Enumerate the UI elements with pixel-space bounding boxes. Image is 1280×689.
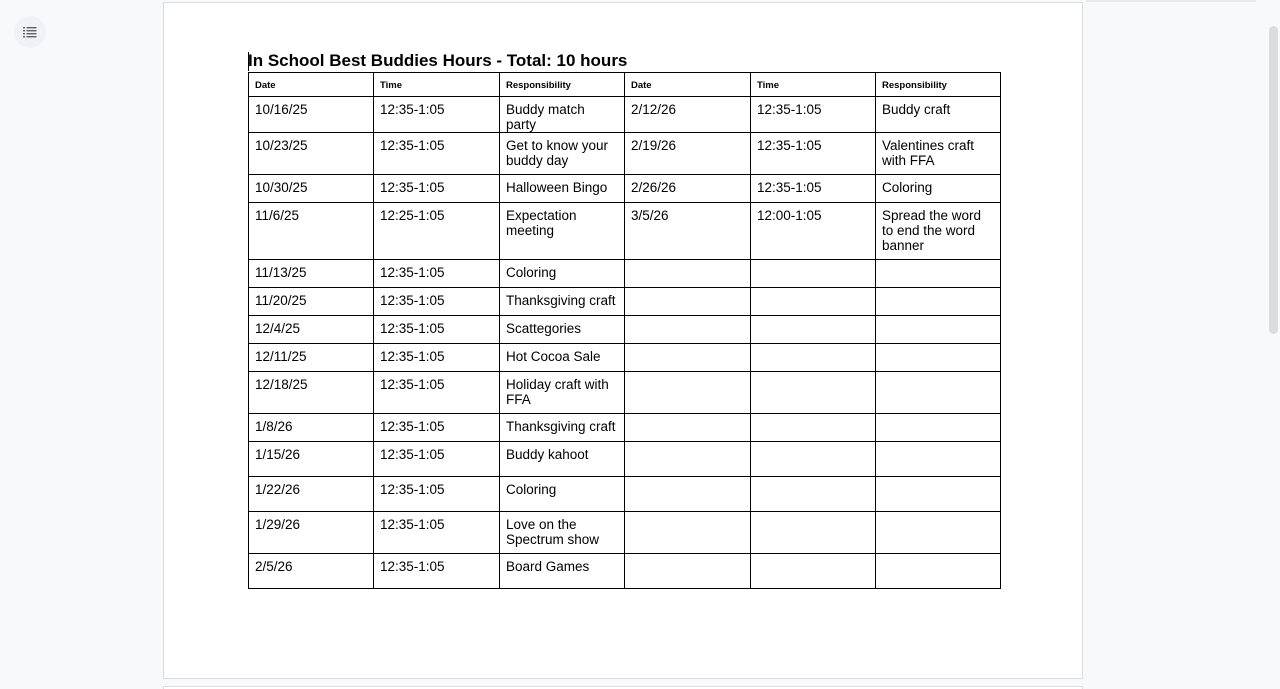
table-cell: Buddy match party [500,97,625,133]
table-cell: 2/12/26 [625,97,751,133]
table-cell: 11/20/25 [249,288,374,316]
table-row [249,372,1001,414]
table-cell [876,344,1001,372]
table-cell: 1/8/26 [249,414,374,442]
table-cell [625,477,751,512]
table-cell: 12:35-1:05 [374,175,500,203]
table-row [249,316,1001,344]
table-cell: Get to know your buddy day [500,133,625,175]
hours-table [248,72,1001,589]
table-cell: 12:35-1:05 [374,260,500,288]
table-cell: Coloring [500,477,625,512]
column-header: Date [625,73,751,97]
table-cell: 12:35-1:05 [374,288,500,316]
table-row [249,512,1001,554]
table-cell: 12:35-1:05 [374,344,500,372]
table-cell: 10/30/25 [249,175,374,203]
table-cell: 2/26/26 [625,175,751,203]
table-cell: Spread the word to end the word banner [876,203,1001,260]
table-header-row [249,73,1001,97]
table-row [249,554,1001,589]
table-cell [751,344,876,372]
table-row [249,477,1001,512]
table-cell: Board Games [500,554,625,589]
table-row [249,442,1001,477]
table-cell [876,414,1001,442]
top-divider [1086,0,1256,2]
document-page[interactable] [163,2,1083,679]
table-cell [876,316,1001,344]
table-cell [625,442,751,477]
table-cell [625,260,751,288]
table-cell [625,512,751,554]
table-cell [876,512,1001,554]
table-row [249,288,1001,316]
column-header: Time [374,73,500,97]
table-cell [751,260,876,288]
table-cell: 1/22/26 [249,477,374,512]
table-cell [625,316,751,344]
table-cell [625,288,751,316]
table-cell [751,316,876,344]
table-cell: 10/23/25 [249,133,374,175]
table-cell: 12:35-1:05 [751,97,876,133]
column-header: Responsibility [876,73,1001,97]
table-cell: 12:35-1:05 [751,175,876,203]
table-cell [751,554,876,589]
table-cell: 12:35-1:05 [374,554,500,589]
table-cell [625,554,751,589]
table-cell: 12:25-1:05 [374,203,500,260]
table-cell [751,512,876,554]
table-row [249,260,1001,288]
table-cell: 12:35-1:05 [374,442,500,477]
table-cell [876,442,1001,477]
table-cell: 12/18/25 [249,372,374,414]
table-cell [625,344,751,372]
table-cell: 12:35-1:05 [374,512,500,554]
table-cell [751,288,876,316]
table-cell: 12:35-1:05 [374,133,500,175]
table-cell [625,372,751,414]
table-cell: 12:35-1:05 [374,97,500,133]
table-cell: Hot Cocoa Sale [500,344,625,372]
table-cell [876,288,1001,316]
table-cell: Thanksgiving craft [500,414,625,442]
table-cell: Coloring [876,175,1001,203]
table-row [249,175,1001,203]
table-cell: Valentines craft with FFA [876,133,1001,175]
table-cell: Buddy kahoot [500,442,625,477]
table-cell: 10/16/25 [249,97,374,133]
column-header: Date [249,73,374,97]
document-title: In School Best Buddies Hours - Total: 10 hours [248,51,628,70]
table-cell: Holiday craft with FFA [500,372,625,414]
table-cell: 3/5/26 [625,203,751,260]
table-cell: 11/6/25 [249,203,374,260]
table-cell: Halloween Bingo [500,175,625,203]
table-cell [625,414,751,442]
table-cell [751,414,876,442]
table-cell: 2/19/26 [625,133,751,175]
table-cell: 2/5/26 [249,554,374,589]
table-cell [751,372,876,414]
table-cell: 11/13/25 [249,260,374,288]
column-header: Responsibility [500,73,625,97]
table-cell [751,477,876,512]
table-cell: 12:35-1:05 [751,133,876,175]
table-cell: 12:35-1:05 [374,316,500,344]
table-cell: 12:35-1:05 [374,414,500,442]
table-cell: Expectation meeting [500,203,625,260]
table-cell: 12:35-1:05 [374,477,500,512]
table-body [249,97,1001,589]
table-cell: Love on the Spectrum show [500,512,625,554]
table-cell: 1/15/26 [249,442,374,477]
table-cell: Scattegories [500,316,625,344]
table-cell [876,477,1001,512]
table-cell [751,442,876,477]
table-cell: Coloring [500,260,625,288]
table-row [249,203,1001,260]
document-outline-button[interactable] [14,16,46,48]
table-cell: 1/29/26 [249,512,374,554]
table-cell: Thanksgiving craft [500,288,625,316]
scrollbar[interactable] [1266,0,1280,689]
table-row [249,344,1001,372]
table-cell: 12:00-1:05 [751,203,876,260]
table-cell: 12:35-1:05 [374,372,500,414]
scrollbar-thumb[interactable] [1269,26,1278,334]
table-row [249,133,1001,175]
table-cell: Buddy craft [876,97,1001,133]
table-cell: 12/11/25 [249,344,374,372]
table-row [249,414,1001,442]
column-header: Time [751,73,876,97]
table-cell [876,554,1001,589]
list-outline-icon [23,26,37,38]
table-cell [876,372,1001,414]
table-row [249,97,1001,133]
table-cell: 12/4/25 [249,316,374,344]
table-cell [876,260,1001,288]
